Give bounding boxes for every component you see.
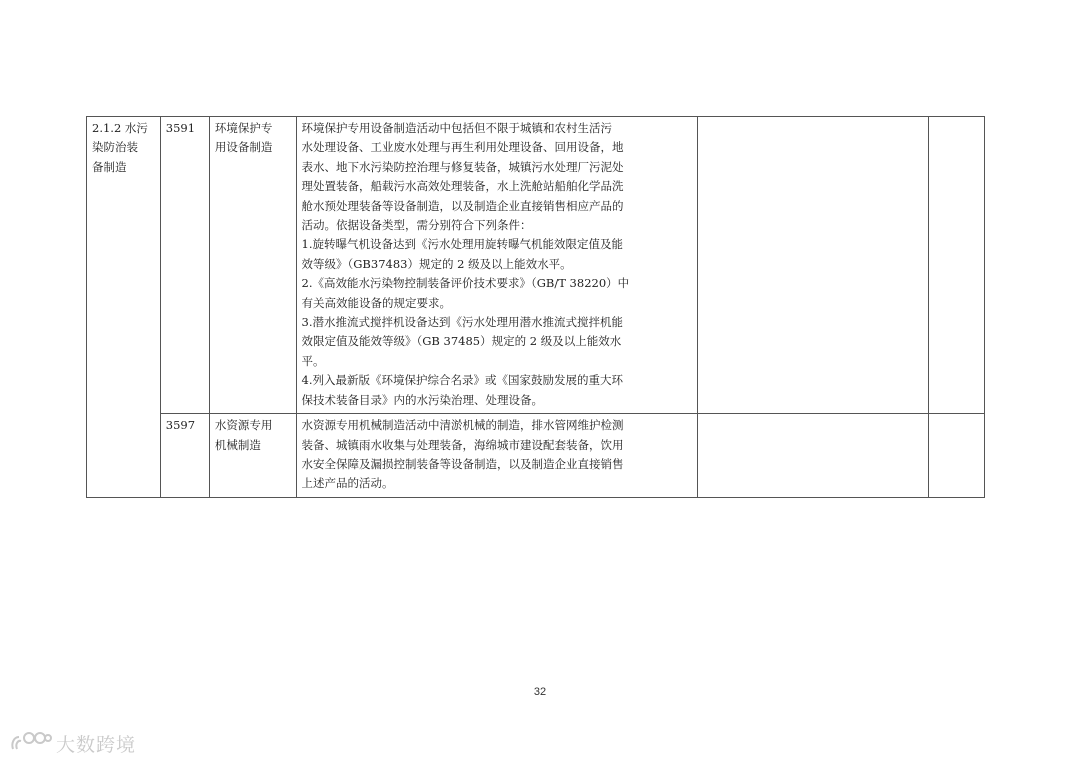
description-line: 保技术装备目录》内的水污染治理、处理设备。 [301, 392, 543, 407]
code-cell: 3597 [160, 414, 209, 498]
industry-name-line: 机械制造 [214, 437, 261, 452]
empty-cell [698, 117, 929, 414]
description-line: 舱水预处理装备等设备制造，以及制造企业直接销售相应产品的 [301, 198, 624, 213]
description-line: 环境保护专用设备制造活动中包括但不限于城镇和农村生活污 [301, 121, 612, 135]
standards-table [86, 116, 985, 498]
description-line: 水安全保障及漏损控制装备等设备制造，以及制造企业直接销售 [301, 456, 624, 471]
description-cell [296, 414, 698, 498]
description-cell [296, 117, 698, 414]
description-line: 有关高效能设备的规定要求。 [301, 295, 451, 310]
empty-cell [698, 414, 929, 498]
description-line: 活动。依据设备类型，需分别符合下列条件： [301, 218, 532, 233]
watermark [10, 728, 136, 758]
industry-name-line: 水资源专用 [214, 418, 273, 433]
category-line: 染防治装 [92, 140, 138, 155]
description-line: 效等级》（GB37483）规定的 2 级及以上能效水平。 [301, 256, 572, 271]
description-line: 水资源专用机械制造活动中清淤机械的制造，排水管网维护检测 [301, 418, 624, 433]
description-line: 2.《高效能水污染物控制装备评价技术要求》（GB/T 38220）中 [301, 276, 630, 291]
category-line: 2.1.2 水污 [92, 121, 148, 135]
description-line: 1.旋转曝气机设备达到《污水处理用旋转曝气机能效限定值及能 [301, 237, 623, 252]
code-cell: 3591 [160, 117, 209, 414]
category-line: 备制造 [92, 159, 127, 174]
description-line: 上述产品的活动。 [301, 476, 394, 491]
industry-name-cell [209, 414, 296, 498]
cloud-logo-icon [10, 729, 56, 758]
page-number: 32 [533, 686, 547, 698]
empty-cell [929, 117, 985, 414]
industry-name-line: 用设备制造 [214, 140, 273, 155]
description-line: 水处理设备、工业废水处理与再生利用处理设备、回用设备，地 [301, 140, 624, 155]
description-line: 3.潜水推流式搅拌机设备达到《污水处理用潜水推流式搅拌机能 [301, 315, 623, 330]
industry-name-line: 环境保护专 [214, 121, 273, 135]
description-line: 装备、城镇雨水收集与处理装备，海绵城市建设配套装备，饮用 [301, 437, 624, 452]
industry-name-cell [209, 117, 296, 414]
category-cell [87, 117, 161, 498]
empty-cell [929, 414, 985, 498]
description-line: 理处置装备，船载污水高效处理装备，水上洗舱站船舶化学品洗 [301, 179, 624, 194]
description-line: 4.列入最新版《环境保护综合名录》或《国家鼓励发展的重大环 [301, 373, 623, 388]
table-row [87, 414, 985, 498]
table-row [87, 117, 985, 414]
description-line: 效限定值及能效等级》（GB 37485）规定的 2 级及以上能效水 [301, 334, 622, 349]
description-line: 表水、地下水污染防控治理与修复装备，城镇污水处理厂污泥处 [301, 159, 624, 174]
description-line: 平。 [301, 353, 325, 368]
watermark-text: 大数跨境 [56, 733, 137, 756]
